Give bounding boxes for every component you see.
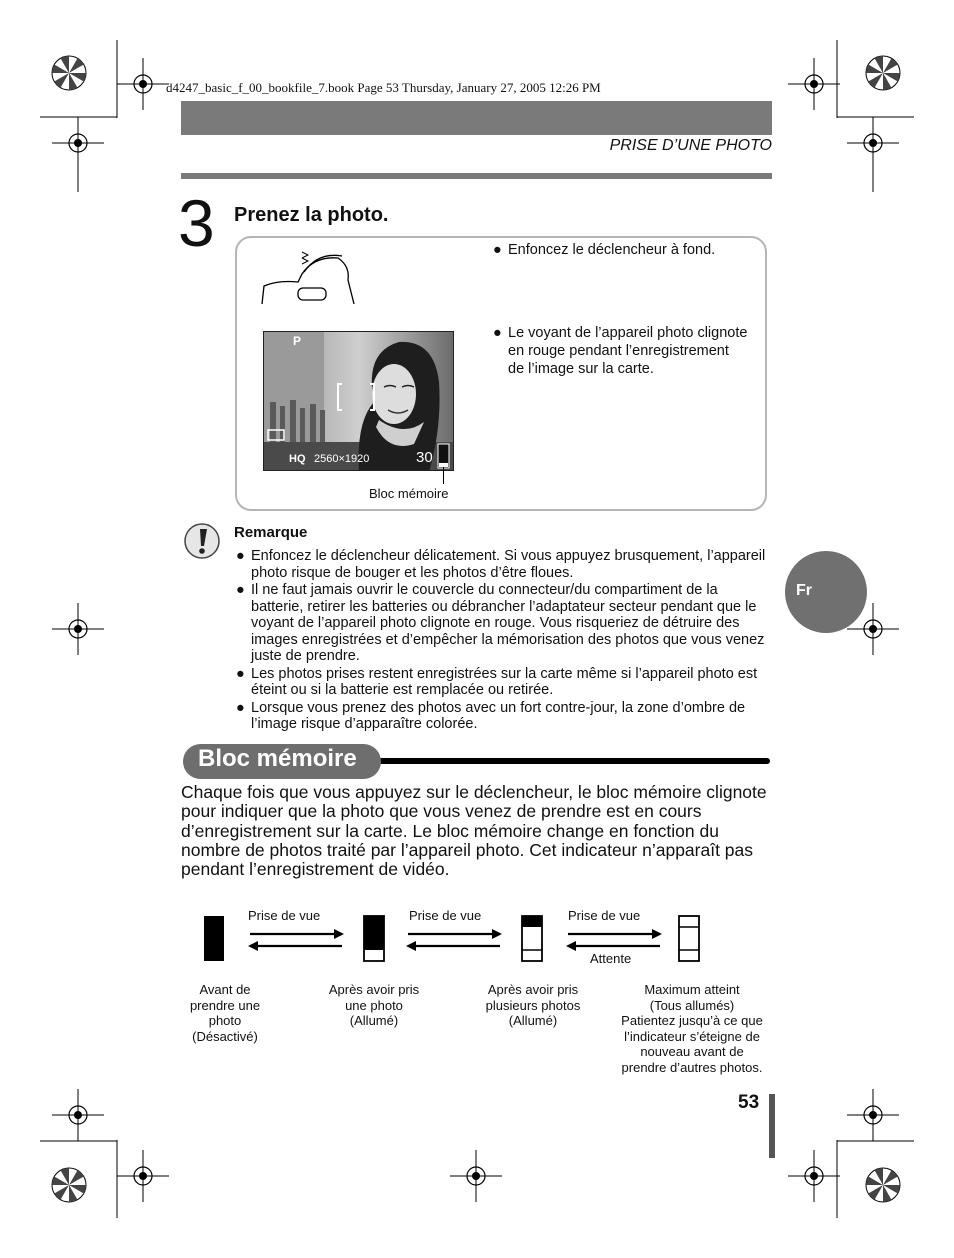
note-item: ● Enfoncez le déclencheur délicatement. Si vous appuyez brusquement, l’appareil photo risque de bouger et les photos d’être floues.: [236, 548, 766, 581]
step-bullet: ● Le voyant de l’appareil photo clignote en rouge pendant l’enregistrement de l’image sur la carte.: [493, 325, 748, 377]
section-title: Bloc mémoire: [198, 745, 357, 772]
note-list: [236, 548, 770, 734]
arrow-pair: [248, 929, 344, 951]
exclamation-icon: [183, 521, 223, 561]
note-item: ● Lorsque vous prenez des photos avec un fort contre-jour, la zone d’ombre de l’image risque d’apparaître colorée.: [236, 699, 746, 732]
step-bullet: ● Enfoncez le déclencheur à fond.: [493, 242, 716, 258]
arrow-pair: [566, 929, 662, 951]
caption-pointer: [443, 467, 444, 484]
note-item: ● Il ne faut jamais ouvrir le couvercle du connecteur/du compartiment de la batterie, retirer les batteries ou débrancher l’adaptateur secteur pendant que le voyant de l’appareil photo clignote en rouge. Vous risqueriez de détruire des images enregistrées et d’empêcher la mémorisation des photos que vous venez juste de prendre.: [236, 582, 765, 664]
memory-gauge-state-one: [364, 916, 384, 961]
quality-indicator: HQ: [289, 453, 306, 465]
section-title-line: [360, 758, 770, 764]
bullet-icon: ●: [236, 699, 245, 716]
shutter-press-illustration: [258, 246, 364, 308]
memory-gauge-state-several: [522, 916, 542, 961]
mode-indicator: P: [293, 334, 302, 348]
arrow-label: Prise de vue: [568, 908, 641, 923]
page-number-bar: [769, 1094, 775, 1158]
state-caption: [472, 982, 594, 1029]
header-bar: [181, 101, 772, 135]
page-number: 53: [738, 1092, 760, 1113]
state-caption-text: Avant de prendre une photo (Désactivé): [189, 982, 261, 1044]
resolution-indicator: 2560×1920: [314, 453, 370, 465]
bullet-icon: ●: [236, 665, 245, 682]
language-tab-label: Fr: [796, 582, 812, 599]
remaining-shots: 30: [416, 449, 433, 466]
camera-screen-preview: [263, 331, 454, 471]
step-title: Prenez la photo.: [234, 204, 389, 226]
state-caption-text: Maximum atteint (Tous allumés) Patientez jusqu’à ce que l’indicateur s’éteigne de nouveau avant de prendre d’autres photos.: [621, 982, 763, 1075]
state-caption-text: Après avoir pris une photo (Allumé): [328, 982, 420, 1028]
bullet-icon: ●: [236, 582, 245, 598]
state-caption: [610, 982, 774, 1075]
bullet-icon: ●: [493, 242, 502, 258]
step-number: 3: [178, 186, 215, 260]
arrow-label: Prise de vue: [248, 908, 321, 923]
bullet-icon: ●: [493, 325, 502, 341]
arrow-label: Prise de vue: [409, 908, 482, 923]
bullet-icon: ●: [236, 548, 245, 564]
state-caption: [170, 982, 280, 1044]
arrow-label-bottom: Attente: [590, 951, 632, 966]
section-body: Chaque fois que vous appuyez sur le déclencheur, le bloc mémoire clignote pour indiquer que la photo que vous venez de prendre est en cours d’enregistrement sur la carte. Le bloc mémoire change en fonction du nombre de photos traité par l’appareil photo. Cet indicateur n’apparaît pas pendant l’enregistrement de vidéo.: [181, 782, 767, 880]
print-header: d4247_basic_f_00_bookfile_7.book Page 53 Thursday, January 27, 2005 12:26 PM: [166, 80, 601, 95]
state-caption: [314, 982, 434, 1029]
section-label: PRISE D’UNE PHOTO: [609, 137, 772, 154]
note-title: Remarque: [234, 524, 308, 541]
note-item: ● Les photos prises restent enregistrées sur la carte même si l’appareil photo est éteint ou si la batterie est remplacée ou retirée.: [236, 665, 758, 698]
arrow-pair: [406, 929, 502, 951]
memory-gauge-state-full: [679, 916, 699, 961]
memory-gauge-state-off: [204, 916, 224, 961]
header-rule: [181, 173, 772, 179]
screen-caption: Bloc mémoire: [369, 486, 449, 501]
state-caption-text: Après avoir pris plusieurs photos (Allumé): [485, 982, 581, 1028]
